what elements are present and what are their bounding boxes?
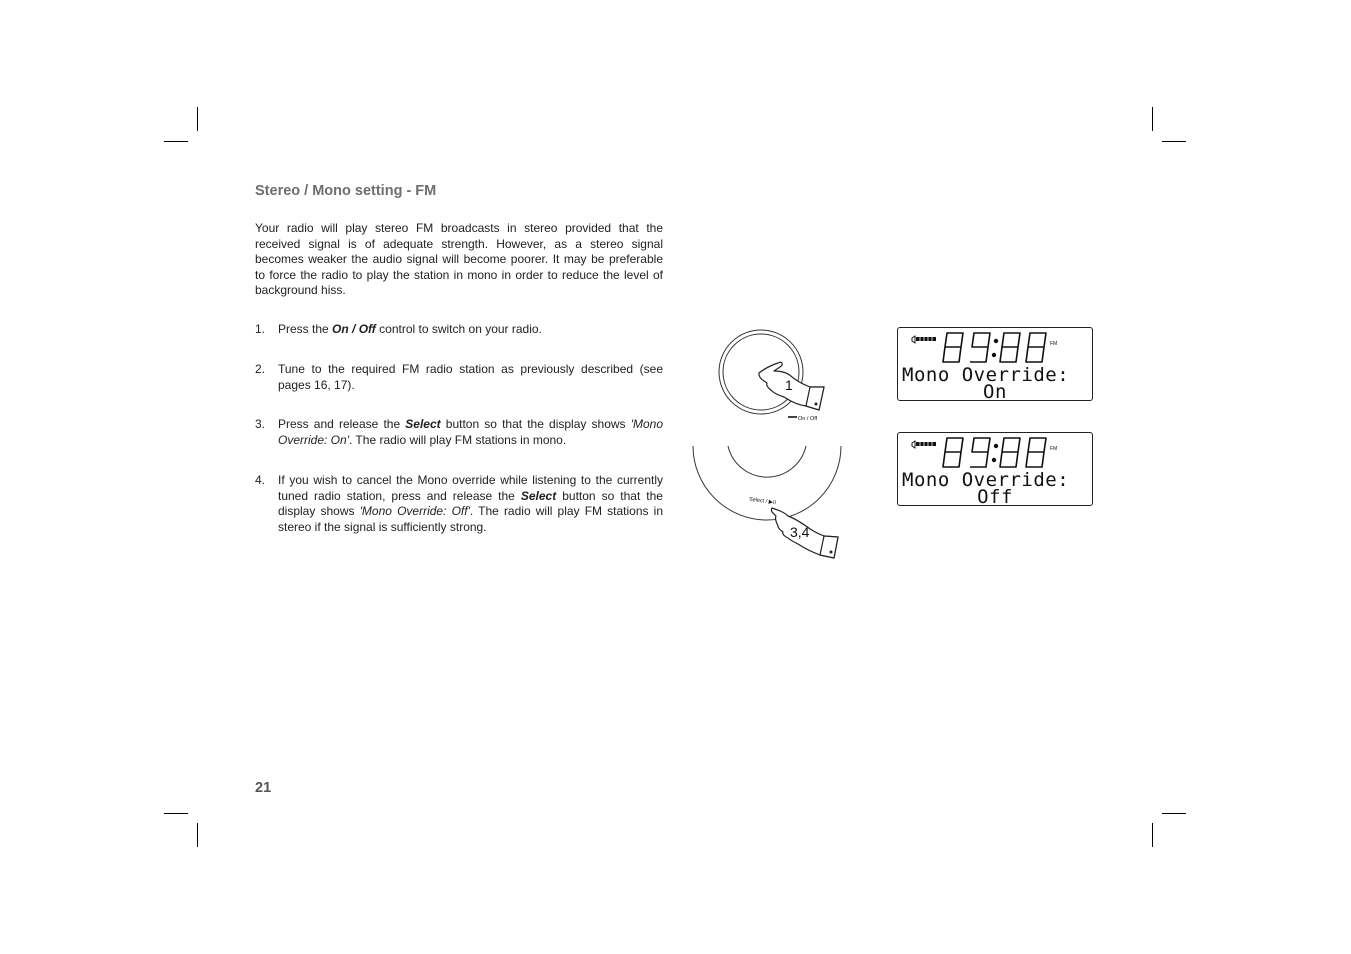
band-indicator: FM [1050,446,1058,452]
step-number: 3. [255,417,266,431]
signal-strength-icon [912,336,936,343]
display-line-1: Mono Override: [902,364,1070,386]
display-line-1: Mono Override: [902,469,1070,491]
step-text-run: . The radio will play FM stations in mono. [348,432,567,447]
select-callout: 3,4 [790,524,810,540]
crop-mark [1152,823,1153,847]
onoff-label: On / Off [798,416,818,422]
lcd-display-mono-on [897,327,1093,401]
step-text-run: Select [520,488,557,503]
step-text-run: Press and release the [278,417,406,431]
step-text-run: button so that the display shows [440,417,631,431]
band-indicator: FM [1050,341,1058,347]
step-text-run: If you wish to cancel the Mono override while listening to the currently tuned radio station, press and release the [278,473,663,503]
step-text-run: control to switch on your radio. [375,322,542,336]
step-item [255,473,663,535]
display-line-2: Off [977,486,1013,508]
crop-mark [1152,107,1153,131]
step-text-run: On / Off [332,322,376,336]
intro-paragraph: Your radio will play stereo FM broadcasts in stereo provided that the received signal is of adequate strength. However, as a stereo signal becomes weaker the audio signal will become poorer. It may be preferable to force the radio to play the station in mono in order to reduce the level of background hiss. [255,221,663,297]
onoff-knob-illustration [712,325,842,425]
step-text-run: Press the [278,322,333,336]
step-text [278,362,663,393]
crop-mark [1162,141,1186,142]
step-text-run: 'Mono Override: On' [278,417,663,447]
step-text-run: 'Mono Override: Off' [359,504,470,518]
select-dial [693,446,841,520]
step-text [278,417,663,448]
clock-time: 09:00 [1043,441,1046,442]
step-number: 1. [255,322,266,336]
step-item [255,362,663,393]
lcd-display-mono-off [897,432,1093,506]
crop-mark [197,823,198,847]
page-number: 21 [255,780,272,796]
crop-mark [164,813,188,814]
clock-time: 09:00 [1043,336,1046,337]
display-line-2: On [983,381,1007,403]
segment-clock [943,333,1046,362]
step-number: 2. [255,362,266,376]
crop-mark [164,141,188,142]
step-number: 4. [255,473,266,487]
signal-strength-icon [912,441,936,448]
onoff-callout: 1 [785,377,793,393]
step-text-run: button so that the display shows [278,488,663,518]
step-text-run: Select [405,417,441,431]
step-item [255,322,663,338]
crop-mark [197,107,198,131]
step-text [278,322,663,338]
step-text-run: Tune to the required FM radio station as previously described (see pages 16, 17). [278,362,663,392]
segment-clock [943,438,1046,467]
section-title: Stereo / Mono setting - FM [255,183,437,199]
step-item [255,417,663,448]
select-dial-illustration [690,440,850,565]
crop-mark [1162,813,1186,814]
step-text [278,473,663,535]
select-label: Select / ▶II [748,496,777,507]
step-text-run: . The radio will play FM stations in stereo if the signal is sufficiently strong. [278,504,663,534]
